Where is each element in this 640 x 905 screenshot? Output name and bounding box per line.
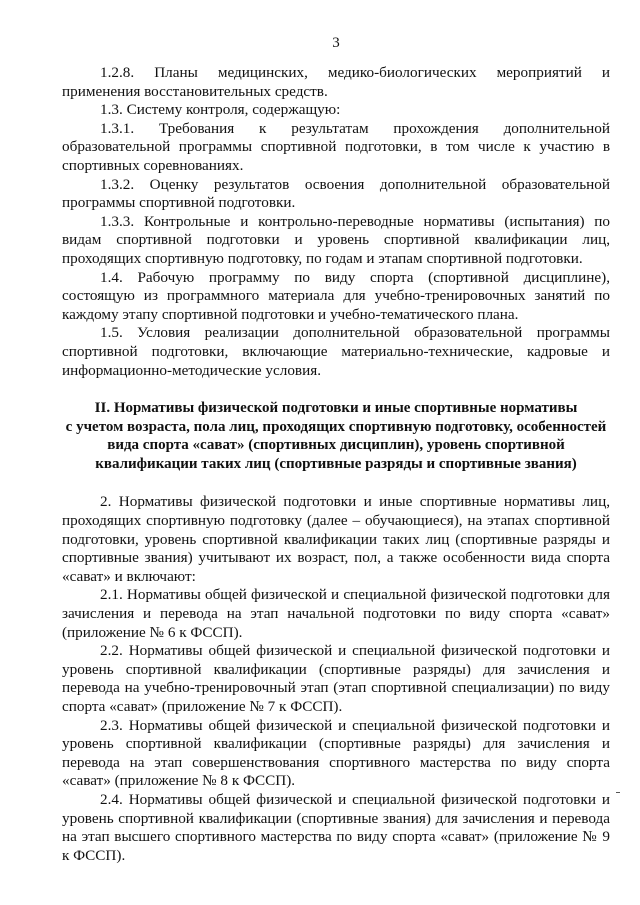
page-number: 3 xyxy=(332,35,340,51)
paragraph-1-4: 1.4. Рабочую программу по виду спорта (спортивной дисциплине), состоящую из программного материала для учебно-тренировочных занятий по каждому этапу спортивной подготовки и учебно-тематического плана. xyxy=(62,268,610,323)
document-page xyxy=(62,34,610,865)
paragraph-1-5: 1.5. Условия реализации дополнительной образовательной программы спортивной подготовки, включающие материально-технические, кадровые и информационно-методические условия. xyxy=(62,324,610,379)
scan-speck xyxy=(616,792,620,793)
paragraph-2: 2. Нормативы физической подготовки и иные спортивные нормативы лиц, проходящих спортивную подготовку (далее – обучающиеся), на этапах спортивной подготовки, уровень спортивной квалификации таких лиц (спортивные разряды и спортивные звания) учитывают их возраст, пол, а также особенности вида спорта «сават» и включают: xyxy=(62,493,610,585)
paragraph-1-3-3: 1.3.3. Контрольные и контрольно-переводные нормативы (испытания) по видам спортивной подготовки и уровень спортивной квалификации лиц, проходящих спортивную подготовку, по годам и этапам спортивной подготовки. xyxy=(62,212,610,267)
paragraph-1-3-1: 1.3.1. Требования к результатам прохождения дополнительной образовательной программы спортивной подготовки, в том числе к участию в спортивных соревнованиях. xyxy=(62,119,610,174)
paragraph-2-2: 2.2. Нормативы общей физической и специальной физической подготовки и уровень спортивной квалификации (спортивные разряды) для зачисления и перевода на учебно-тренировочный этап (этап спортивной специализации) по виду спорта «сават» (приложение № 7 к ФССП). xyxy=(62,642,610,715)
paragraph-1-3: 1.3. Систему контроля, содержащую: xyxy=(100,101,341,119)
paragraph-2-1: 2.1. Нормативы общей физической и специальной физической подготовки для зачисления и перевода на этап начальной подготовки по виду спорта «сават» (приложение № 6 к ФССП). xyxy=(62,586,610,641)
section-heading-line-3: вида спорта «сават» (спортивных дисциплин), уровень спортивной xyxy=(107,437,565,454)
section-heading-line-2: с учетом возраста, пола лиц, проходящих спортивную подготовку, особенностей xyxy=(65,418,607,435)
section-heading xyxy=(58,399,614,473)
section-heading-line-4: квалификации таких лиц (спортивные разряды и спортивные звания) xyxy=(95,455,577,472)
paragraph-1-3-2: 1.3.2. Оценку результатов освоения дополнительной образовательной программы спортивной подготовки. xyxy=(62,175,610,212)
section-heading-line-1: II. Нормативы физической подготовки и иные спортивные нормативы xyxy=(94,400,578,417)
paragraph-2-4: 2.4. Нормативы общей физической и специальной физической подготовки и уровень спортивной квалификации (спортивные звания) для зачисления и перевода на этап высшего спортивного мастерства по виду спорта «сават» (приложение № 9 к ФССП). xyxy=(62,790,610,864)
paragraph-1-2-8: 1.2.8. Планы медицинских, медико-биологических мероприятий и применения восстановительных средств. xyxy=(62,64,610,100)
paragraph-2-3: 2.3. Нормативы общей физической и специальной физической подготовки и уровень спортивной квалификации (спортивные разряды) для зачисления и перевода на этап совершенствования спортивного мастерства по виду спорта «сават» (приложение № 8 к ФССП). xyxy=(62,716,610,790)
